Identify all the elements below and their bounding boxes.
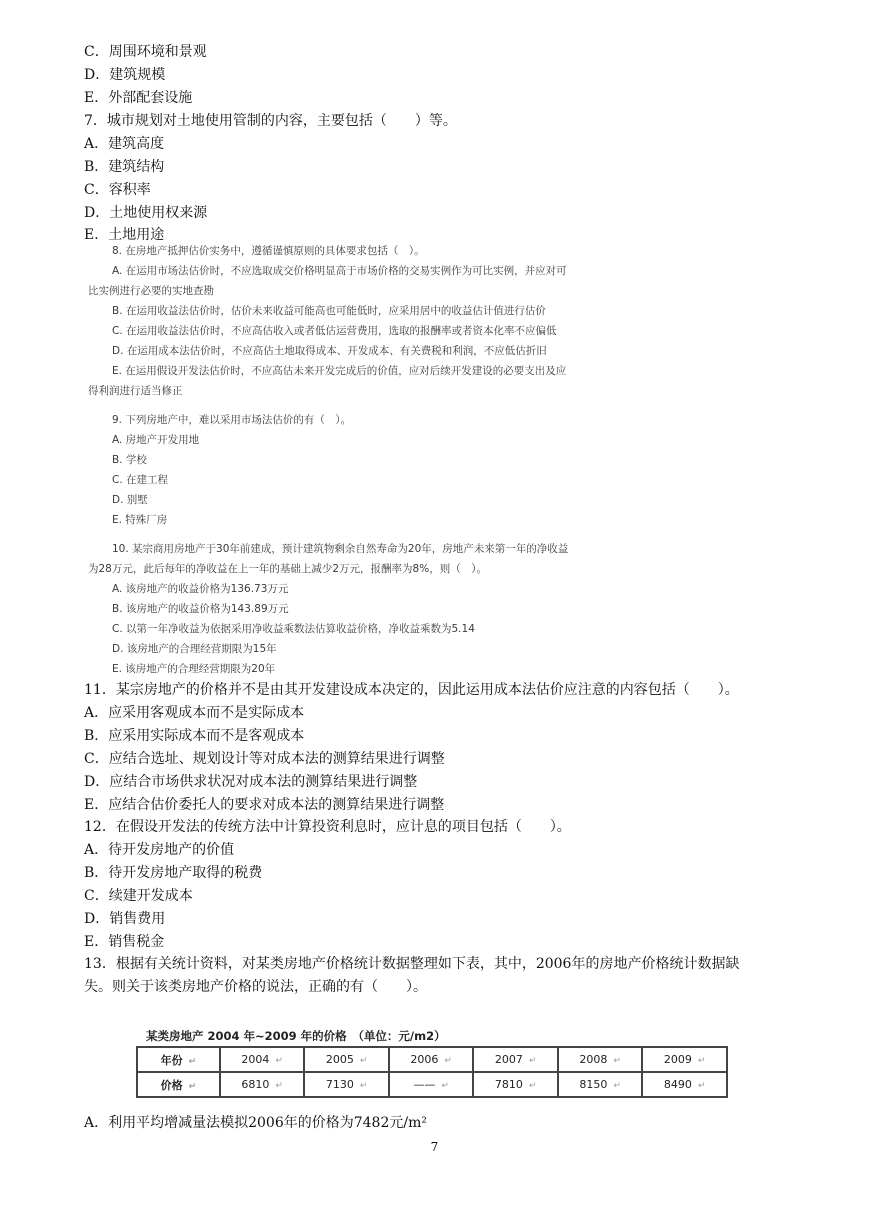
option-line: D．应结合市场供求状况对成本法的测算结果进行调整 xyxy=(84,774,418,790)
table-cell: 8150 ↵ xyxy=(558,1072,643,1097)
scanned-option-line: E. 特殊厂房 xyxy=(112,514,168,526)
scanned-option-line: C. 以第一年净收益为依据采用净收益乘数法估算收益价格，净收益乘数为5.14 xyxy=(112,623,475,635)
table-caption: 某类房地产 2004 年~2009 年的价格 （单位：元/m2） xyxy=(146,1029,446,1043)
scanned-option-line: C. 在建工程 xyxy=(112,474,169,486)
option-line: A．建筑高度 xyxy=(84,136,165,152)
option-line: E．土地用途 xyxy=(84,227,165,243)
scanned-question-line: 9. 下列房地产中，难以采用市场法估价的有（ ）。 xyxy=(112,414,352,426)
scanned-option-line: B. 学校 xyxy=(112,454,147,466)
table-cell: 价格 ↵ xyxy=(137,1072,220,1097)
table-cell: 2004 ↵ xyxy=(220,1047,305,1072)
scanned-question-line: 为28万元，此后每年的净收益在上一年的基础上减少2万元，报酬率为8%，则（ ）。 xyxy=(88,563,487,575)
scanned-option-line: A. 在运用市场法估价时，不应选取成交价格明显高于市场价格的交易实例作为可比实例，并应对可 xyxy=(112,265,567,277)
option-line: C．容积率 xyxy=(84,182,151,198)
table-cell: 2005 ↵ xyxy=(304,1047,389,1072)
page-number: 7 xyxy=(430,1140,439,1154)
option-line: B．应采用实际成本而不是客观成本 xyxy=(84,728,305,744)
scanned-option-line: C. 在运用收益法估价时，不应高估收入或者低估运营费用，选取的报酬率或者资本化率不应偏低 xyxy=(112,325,557,337)
scanned-option-line: E. 该房地产的合理经营期限为20年 xyxy=(112,663,276,675)
scanned-option-line: E. 在运用假设开发法估价时，不应高估未来开发完成后的价值，应对后续开发建设的必要支出及应 xyxy=(112,365,567,377)
option-line: D．建筑规模 xyxy=(84,67,166,83)
option-line: A．应采用客观成本而不是实际成本 xyxy=(84,705,305,721)
table-cell: 2008 ↵ xyxy=(558,1047,643,1072)
scanned-option-line: D. 别墅 xyxy=(112,494,148,506)
option-line: B．待开发房地产取得的税费 xyxy=(84,865,263,881)
question-line: 12．在假设开发法的传统方法中计算投资利息时，应计息的项目包括（ ）。 xyxy=(84,819,571,835)
option-line: D．土地使用权来源 xyxy=(84,205,208,221)
price-table xyxy=(136,1046,728,1098)
option-line: C．周围环境和景观 xyxy=(84,44,207,60)
table-cell: 7810 ↵ xyxy=(473,1072,558,1097)
table-cell: —— ↵ xyxy=(389,1072,474,1097)
table-cell: 年份 ↵ xyxy=(137,1047,220,1072)
option-line: C．应结合选址、规划设计等对成本法的测算结果进行调整 xyxy=(84,751,445,767)
scanned-option-line: 比实例进行必要的实地查勘 xyxy=(88,285,214,297)
scanned-question-line: 10. 某宗商用房地产于30年前建成，预计建筑物剩余自然寿命为20年，房地产未来第一年的净收益 xyxy=(112,543,569,555)
scanned-option-line: D. 该房地产的合理经营期限为15年 xyxy=(112,643,277,655)
table-row xyxy=(137,1072,727,1097)
scanned-option-line: B. 在运用收益法估价时，估价未来收益可能高也可能低时，应采用居中的收益估计值进行估价 xyxy=(112,305,546,317)
table-cell: 2007 ↵ xyxy=(473,1047,558,1072)
scanned-option-line: B. 该房地产的收益价格为143.89万元 xyxy=(112,603,289,615)
option-line: C．续建开发成本 xyxy=(84,888,193,904)
option-line: B．建筑结构 xyxy=(84,159,165,175)
table-cell: 2006 ↵ xyxy=(389,1047,474,1072)
scanned-option-line: A. 房地产开发用地 xyxy=(112,434,200,446)
scanned-question-line: 8. 在房地产抵押估价实务中，遵循谨慎原则的具体要求包括（ ）。 xyxy=(112,245,425,257)
table-cell: 2009 ↵ xyxy=(642,1047,727,1072)
table-cell: 8490 ↵ xyxy=(642,1072,727,1097)
option-line: E．应结合估价委托人的要求对成本法的测算结果进行调整 xyxy=(84,797,445,813)
question-line: 失。则关于该类房地产价格的说法，正确的有（ ）。 xyxy=(84,979,427,995)
scanned-option-line: 得利润进行适当修正 xyxy=(88,385,183,397)
option-line: E．销售税金 xyxy=(84,934,165,950)
table-cell: 6810 ↵ xyxy=(220,1072,305,1097)
scanned-option-line: D. 在运用成本法估价时，不应高估土地取得成本、开发成本、有关费税和利润，不应低估折旧 xyxy=(112,345,547,357)
question-line: 7．城市规划对土地使用管制的内容，主要包括（ ）等。 xyxy=(84,113,457,129)
option-line: D．销售费用 xyxy=(84,911,166,927)
table-row xyxy=(137,1047,727,1072)
option-line: A．待开发房地产的价值 xyxy=(84,842,235,858)
option-line: E．外部配套设施 xyxy=(84,90,193,106)
scanned-option-line: A. 该房地产的收益价格为136.73万元 xyxy=(112,583,289,595)
question-line: 13．根据有关统计资料，对某类房地产价格统计数据整理如下表，其中，2006年的房地产价格统计数据缺 xyxy=(84,956,740,972)
table-cell: 7130 ↵ xyxy=(304,1072,389,1097)
option-line: A．利用平均增减量法模拟2006年的价格为7482元/m² xyxy=(84,1115,427,1131)
question-line: 11．某宗房地产的价格并不是由其开发建设成本决定的，因此运用成本法估价应注意的内容包括（ ）。 xyxy=(84,682,739,698)
